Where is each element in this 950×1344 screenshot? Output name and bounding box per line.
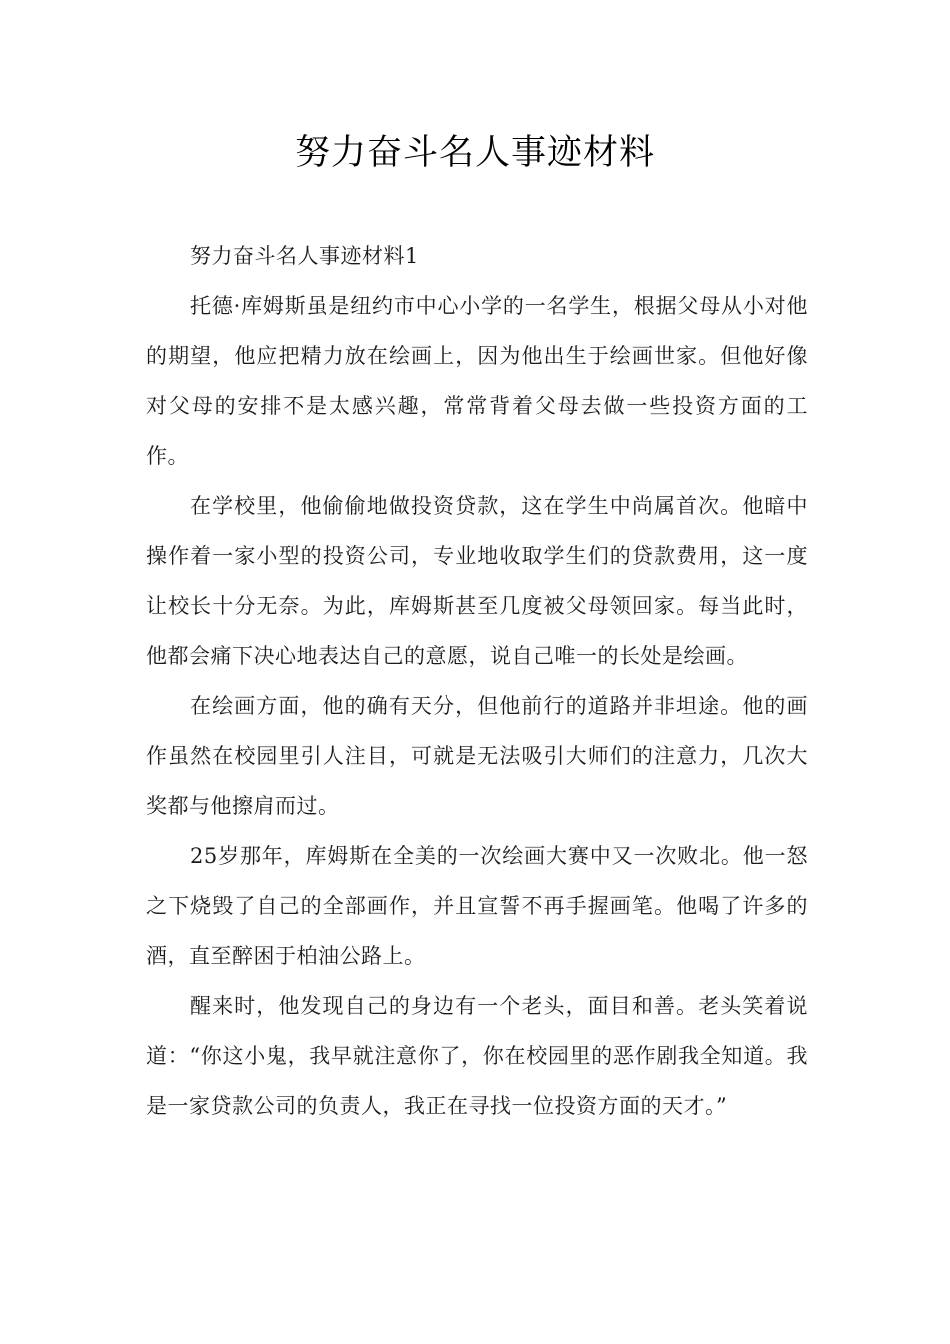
paragraph-1: 托德·库姆斯虽是纽约市中心小学的一名学生，根据父母从小对他的期望，他应把精力放在绘画上，因为他出生于绘画世家。但他好像对父母的安排不是太感兴趣，常常背着父母去做一些投资方面的工作。 bbox=[146, 294, 808, 468]
paragraph-5: 醒来时，他发现自己的身边有一个老头，面目和善。老头笑着说道：“你这小鬼，我早就注意你了，你在校园里的恶作剧我全知道。我是一家贷款公司的负责人，我正在寻找一位投资方面的天才。” bbox=[146, 994, 808, 1118]
paragraph-4: 25岁那年，库姆斯在全美的一次绘画大赛中又一次败北。他一怒之下烧毁了自己的全部画作，并且宣誓不再手握画笔。他喝了许多的酒，直至醉困于柏油公路上。 bbox=[146, 844, 808, 968]
section-heading: 努力奋斗名人事迹材料1 bbox=[190, 244, 419, 268]
document-body bbox=[146, 231, 808, 1131]
paragraph-2: 在学校里，他偷偷地做投资贷款，这在学生中尚属首次。他暗中操作着一家小型的投资公司，专业地收取学生们的贷款费用，这一度让校长十分无奈。为此，库姆斯甚至几度被父母领回家。每当此时，他都会痛下决心地表达自己的意愿，说自己唯一的长处是绘画。 bbox=[146, 494, 808, 668]
paragraph-3: 在绘画方面，他的确有天分，但他前行的道路并非坦途。他的画作虽然在校园里引人注目，可就是无法吸引大师们的注意力，几次大奖都与他擦肩而过。 bbox=[146, 694, 808, 818]
document-title: 努力奋斗名人事迹材料 bbox=[294, 133, 655, 173]
